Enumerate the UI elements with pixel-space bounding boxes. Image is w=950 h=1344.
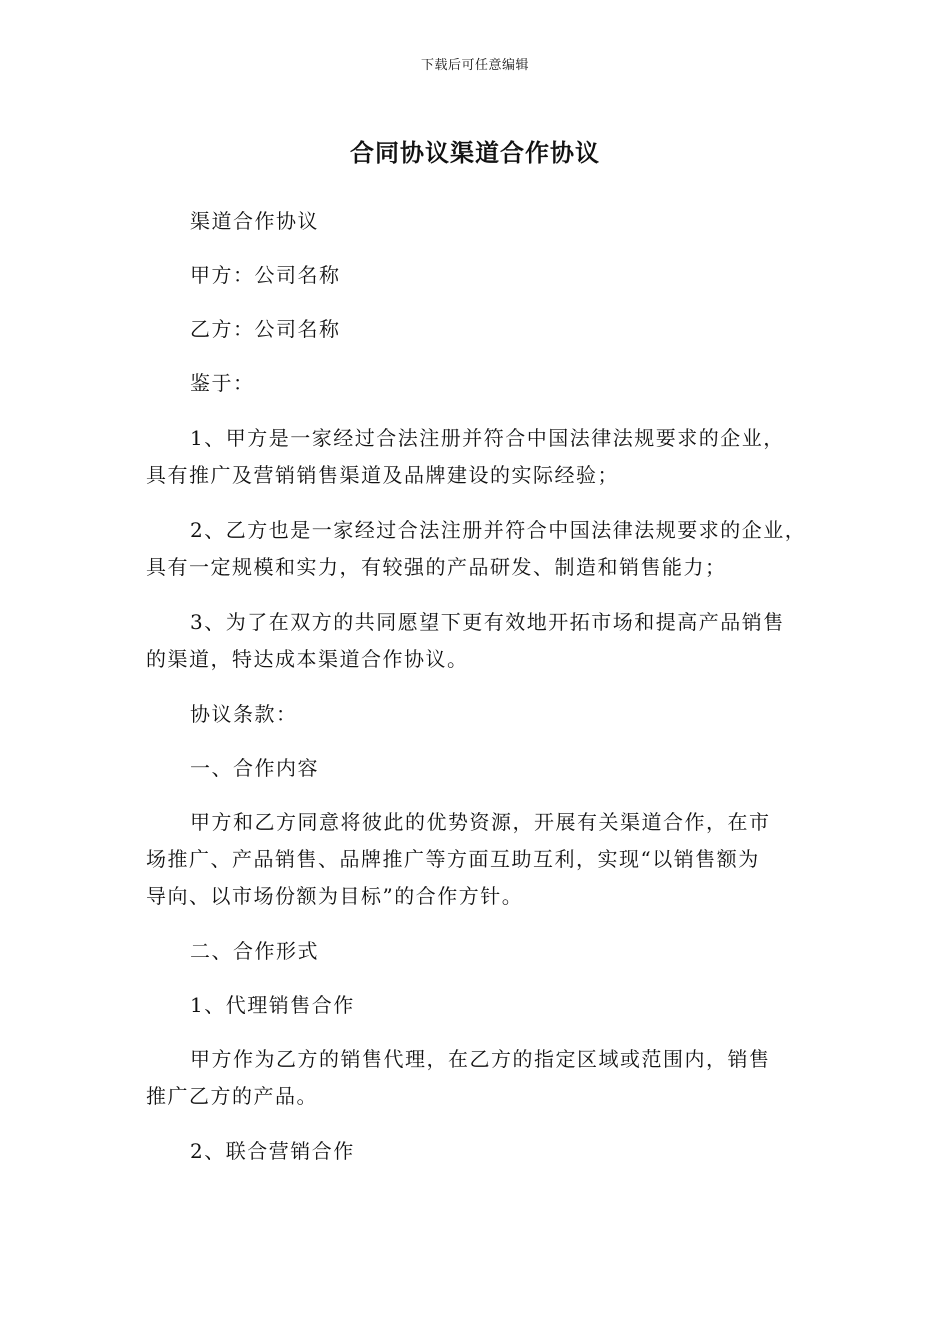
recital-2-line-1: 2、乙方也是一家经过合法注册并符合中国法律法规要求的企业， — [190, 518, 807, 542]
recital-2-line-2: 具有一定规模和实力，有较强的产品研发、制造和销售能力； — [146, 555, 727, 579]
party-b-line: 乙方：公司名称 — [190, 317, 341, 341]
document-title: 合同协议渠道合作协议 — [350, 139, 600, 167]
recital-1-line-2: 具有推广及营销销售渠道及品牌建设的实际经验； — [146, 463, 619, 487]
section-2-item-2-heading: 2、联合营销合作 — [190, 1139, 355, 1163]
party-a-line: 甲方：公司名称 — [190, 263, 341, 287]
section-2-item-1-body-line-1: 甲方作为乙方的销售代理，在乙方的指定区域或范围内，销售 — [190, 1047, 771, 1071]
recital-1-line-1: 1、甲方是一家经过合法注册并符合中国法律法规要求的企业， — [190, 426, 785, 450]
doc-heading: 渠道合作协议 — [190, 209, 319, 233]
header-note: 下载后可任意编辑 — [420, 58, 529, 73]
section-1-body-line-3: 导向、以市场份额为目标”的合作方针。 — [146, 884, 524, 908]
section-1-body-line-1: 甲方和乙方同意将彼此的优势资源，开展有关渠道合作，在市 — [190, 810, 771, 834]
section-2-item-1-body-line-2: 推广乙方的产品。 — [146, 1084, 318, 1108]
section-1-body-line-2: 场推广、产品销售、品牌推广等方面互助互利，实现“以销售额为 — [146, 847, 760, 871]
whereas-heading: 鉴于： — [190, 371, 255, 395]
terms-heading: 协议条款： — [190, 702, 298, 726]
section-2-item-1-heading: 1、代理销售合作 — [190, 993, 355, 1017]
section-2-heading: 二、合作形式 — [190, 939, 319, 963]
recital-3-line-1: 3、为了在双方的共同愿望下更有效地开拓市场和提高产品销售 — [190, 610, 785, 634]
recital-3-line-2: 的渠道，特达成本渠道合作协议。 — [146, 647, 469, 671]
section-1-heading: 一、合作内容 — [190, 756, 319, 780]
